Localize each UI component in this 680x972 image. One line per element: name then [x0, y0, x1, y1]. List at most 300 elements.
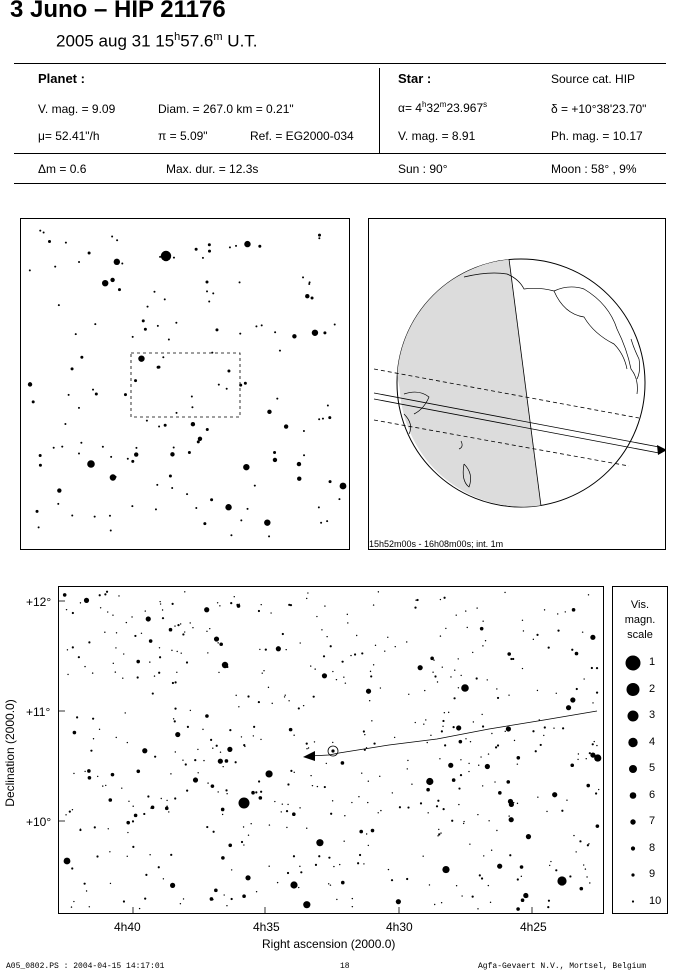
star-dot [219, 605, 220, 606]
star-dot [104, 632, 105, 633]
star-dot [217, 602, 218, 603]
star-dot [176, 412, 178, 414]
star-dot [483, 855, 484, 856]
star-dot [327, 404, 329, 406]
star-dot [168, 338, 170, 340]
star-dot [210, 739, 212, 741]
star-dot [312, 785, 313, 786]
star-dot [197, 772, 198, 773]
star-dot [136, 660, 140, 664]
star-dot [206, 290, 208, 292]
star-dot [576, 688, 578, 690]
star-dot [94, 516, 96, 518]
star-dot [276, 646, 281, 651]
star-dot [298, 707, 300, 709]
star-dot [202, 729, 203, 730]
scale-dot-10 [632, 900, 634, 902]
star-dot [336, 679, 337, 680]
star-dot [84, 771, 85, 772]
star-dot [177, 624, 179, 626]
star-dot [156, 484, 158, 486]
star-dot [314, 668, 315, 669]
star-dot [491, 850, 492, 851]
star-dot [332, 800, 333, 801]
star-dot [521, 898, 525, 902]
star-dot [230, 534, 232, 536]
star-dot [379, 776, 380, 777]
star-dot [293, 855, 295, 857]
star-dot [244, 382, 247, 385]
star-dot [384, 650, 385, 651]
star-dot [378, 812, 379, 813]
star-dot [590, 752, 595, 757]
star-dot [477, 814, 478, 815]
star-dot [128, 801, 129, 802]
star-dot [162, 356, 164, 358]
star-dot [512, 658, 514, 660]
star-dot [494, 781, 495, 782]
star-dot [575, 851, 576, 852]
star-dot [312, 330, 318, 336]
scale-dot-5 [629, 765, 637, 773]
star-dot [206, 428, 209, 431]
scale-label-10: 10 [649, 894, 662, 907]
bright-star [340, 483, 347, 490]
star-dot [110, 456, 112, 458]
scale-dot-1 [626, 656, 641, 671]
direction-arrow [657, 445, 665, 455]
star-dot [326, 763, 327, 764]
star-dot [134, 635, 136, 637]
star-dot [255, 791, 257, 793]
star-dot [191, 406, 193, 408]
star-dot [299, 807, 300, 808]
star-dot [414, 607, 416, 609]
star-dot [73, 731, 77, 735]
star-dot [415, 722, 416, 723]
star-dot [539, 719, 540, 720]
star-dot [182, 759, 183, 760]
star-declination: δ = +10°38'23.70" [551, 102, 647, 116]
star-dot [169, 474, 172, 477]
star-dot [80, 602, 81, 603]
star-dot [115, 671, 116, 672]
star-dot [221, 856, 225, 860]
star-dot [459, 740, 463, 744]
star-dot [258, 610, 260, 612]
star-dot [418, 668, 419, 669]
star-dot [577, 759, 578, 760]
star-dot [220, 751, 221, 752]
star-dot [76, 716, 78, 718]
star-dot [92, 672, 93, 673]
star-phmag: Ph. mag. = 10.17 [551, 129, 643, 143]
divider-bottom [14, 183, 666, 184]
star-dot [209, 628, 210, 629]
star-dot [262, 672, 263, 673]
star-dot [174, 720, 176, 722]
star-dot [159, 601, 160, 602]
star-dot [241, 841, 243, 843]
star-dot [274, 331, 276, 333]
star-dot [318, 855, 320, 857]
star-dot [406, 641, 407, 642]
star-dot [78, 656, 80, 658]
star-dot [508, 815, 509, 816]
star-dot [516, 756, 520, 760]
star-dot [65, 242, 67, 244]
star-dot [453, 697, 455, 699]
star-dot [297, 476, 301, 480]
star-dot [460, 759, 461, 760]
star-dot [460, 675, 461, 676]
footer-page: 18 [340, 962, 350, 971]
star-dot [243, 464, 249, 470]
star-dot [300, 642, 301, 643]
star-dot [326, 636, 327, 637]
star-dot [218, 672, 219, 673]
star-dot [472, 652, 473, 653]
star-dot [476, 677, 478, 679]
star-dot [297, 462, 301, 466]
star-dot [566, 705, 571, 710]
star-dot [498, 791, 502, 795]
star-dot [72, 646, 74, 648]
star-dot [170, 773, 171, 774]
star-source-catalog: Source cat. HIP [551, 72, 636, 86]
star-dot [302, 276, 304, 278]
scale-dot-2 [627, 683, 640, 696]
star-dot [72, 612, 74, 614]
bright-star [461, 684, 469, 692]
star-dot [396, 899, 401, 904]
scale-label-6: 6 [649, 788, 656, 801]
star-dot [343, 676, 344, 677]
star-dot [497, 697, 499, 699]
star-dot [32, 400, 35, 403]
star-dot [259, 796, 263, 800]
star-dot [470, 741, 471, 742]
star-dot [303, 430, 305, 432]
star-dot [572, 608, 576, 612]
star-dot [122, 678, 123, 679]
star-dot [387, 637, 388, 638]
asteroid-track [329, 711, 597, 755]
scale-title-1: Vis. [630, 599, 650, 611]
star-dot [131, 460, 134, 463]
star-dot [153, 291, 155, 293]
star-dot [284, 424, 288, 428]
star-dot [448, 763, 453, 768]
star-dot [173, 257, 175, 259]
star-dot [440, 832, 441, 833]
star-dot [132, 846, 134, 848]
star-dot [272, 703, 273, 704]
star-dot [39, 230, 41, 232]
star-dot [373, 604, 374, 605]
star-dot [219, 642, 223, 646]
star-dot [164, 298, 166, 300]
star-dot [458, 687, 459, 688]
star-dot [460, 774, 462, 776]
scale-label-3: 3 [649, 709, 656, 721]
star-dot [588, 594, 589, 595]
magnitude-scale [612, 586, 668, 914]
star-dot [345, 682, 346, 683]
delta-magnitude: Δm = 0.6 [38, 162, 87, 176]
star-dot [225, 789, 227, 791]
scale-title-3: scale [627, 629, 653, 641]
star-dot [36, 510, 39, 513]
star-dot [595, 792, 597, 794]
main-star-chart [58, 586, 604, 914]
star-dot [279, 350, 281, 352]
star-dot [394, 737, 395, 738]
star-dot [482, 620, 483, 621]
star-dot [317, 786, 318, 787]
star-dot [118, 288, 121, 291]
star-dot [458, 787, 460, 789]
star-dot [166, 800, 167, 801]
star-dot [407, 768, 408, 769]
star-dot [508, 694, 509, 695]
star-dot [39, 464, 42, 467]
star-dot [328, 883, 329, 884]
star-dot [274, 801, 275, 802]
star-dot [239, 384, 242, 387]
star-dot [170, 452, 174, 456]
star-dot [72, 809, 73, 810]
star-dot [94, 826, 96, 828]
star-dot [318, 506, 320, 508]
star-dot [408, 694, 409, 695]
star-dot [132, 820, 134, 822]
star-dot [186, 493, 188, 495]
star-dot [399, 806, 401, 808]
star-dot [497, 864, 502, 869]
star-dot [299, 866, 300, 867]
star-dot [135, 447, 137, 449]
star-dot [598, 789, 599, 790]
star-dot [326, 520, 328, 522]
star-dot [107, 611, 108, 612]
scale-label-5: 5 [649, 762, 656, 774]
star-dot [260, 739, 261, 740]
star-dot [87, 769, 91, 773]
star-dot [540, 744, 542, 746]
star-dot [212, 747, 213, 748]
star-dot [366, 833, 367, 834]
max-duration: Max. dur. = 12.3s [166, 162, 259, 176]
star-dot [192, 627, 193, 628]
star-dot [579, 840, 581, 842]
star-dot [139, 908, 140, 909]
star-dot [592, 702, 593, 703]
star-dot [488, 885, 489, 886]
star-dot [265, 770, 272, 777]
star-dot [175, 732, 180, 737]
star-dot [121, 787, 122, 788]
star-dot [180, 623, 181, 624]
star-dot [341, 881, 345, 885]
star-dot [481, 877, 483, 879]
star-dot [43, 232, 45, 234]
bright-star [557, 876, 566, 885]
star-dot [102, 280, 108, 286]
scale-label-4: 4 [649, 735, 656, 748]
star-dot [258, 245, 261, 248]
star-dot [124, 393, 127, 396]
star-dot [309, 281, 311, 283]
star-dot [131, 616, 132, 617]
star-dot [95, 392, 98, 395]
star-dot [456, 614, 457, 615]
star-dot [332, 742, 333, 743]
star-dot [145, 610, 146, 611]
star-dot [48, 240, 51, 243]
star-dot [165, 807, 169, 811]
star-dot [110, 278, 114, 282]
star-dot [115, 647, 116, 648]
star-dot [416, 599, 418, 601]
star-dot [159, 256, 161, 258]
star-dot [215, 328, 218, 331]
star-dot [174, 625, 175, 626]
star-dot [392, 792, 393, 793]
bright-star [239, 798, 250, 809]
star-dot [173, 718, 174, 719]
star-dot [108, 798, 112, 802]
star-dot [582, 631, 583, 632]
star-dot [496, 688, 497, 689]
star-dot [496, 830, 497, 831]
star-dot [311, 297, 314, 300]
star-dot [206, 631, 207, 632]
star-dot [544, 609, 545, 610]
star-dot [467, 627, 468, 628]
star-dot [235, 245, 237, 247]
star-dot [506, 780, 510, 784]
star-dot [207, 652, 208, 653]
star-dot [171, 650, 172, 651]
x-axis-label: Right ascension (2000.0) [262, 937, 396, 951]
star-dot [229, 246, 231, 248]
star-dot [480, 756, 481, 757]
star-dot [123, 653, 124, 654]
star-dot [65, 814, 66, 815]
star-dot [481, 714, 482, 715]
star-dot [506, 726, 511, 731]
star-dot [78, 261, 80, 263]
star-dot [517, 878, 519, 880]
star-dot [277, 882, 278, 883]
star-dot [268, 535, 270, 537]
star-dot [114, 259, 120, 265]
star-dot [157, 325, 159, 327]
star-dot [570, 763, 574, 767]
star-dot [210, 498, 213, 501]
star-dot [261, 324, 263, 326]
star-dot [288, 604, 290, 606]
star-dot [440, 635, 441, 636]
star-dot [260, 791, 262, 793]
star-dot [184, 591, 185, 592]
star-dot [366, 747, 367, 748]
star-dot [434, 675, 436, 677]
star-dot [177, 651, 178, 652]
star-dot [318, 418, 320, 420]
star-dot [71, 906, 72, 907]
star-dot [575, 652, 579, 656]
star-dot [84, 598, 89, 603]
star-dot [168, 811, 169, 812]
star-dot [118, 595, 119, 596]
star-dot [172, 603, 174, 605]
star-dot [284, 696, 285, 697]
star-dot [175, 751, 176, 752]
star-dot [442, 720, 444, 722]
star-dot [371, 720, 372, 721]
star-dot [251, 791, 255, 795]
star-dot [424, 690, 425, 691]
star-dot [97, 776, 98, 777]
star-dot [125, 712, 126, 713]
star-dot [407, 760, 408, 761]
star-dot [315, 864, 317, 866]
star-dot [154, 675, 155, 676]
star-dot [300, 871, 302, 873]
star-dot [468, 763, 469, 764]
star-dot [184, 631, 185, 632]
star-dot [594, 741, 595, 742]
x-tick-4h35: 4h35 [253, 920, 280, 934]
star-dot [324, 605, 325, 606]
star-dot [361, 652, 363, 654]
star-vmag: V. mag. = 8.91 [398, 129, 476, 143]
star-dot [509, 817, 514, 822]
star-dot [453, 726, 455, 728]
star-dot [330, 884, 331, 885]
star-dot [247, 695, 249, 697]
star-dot [227, 747, 232, 752]
star-dot [193, 777, 198, 782]
star-dot [90, 750, 92, 752]
star-dot [463, 823, 464, 824]
star-dot [569, 875, 571, 877]
star-dot [92, 389, 94, 391]
star-dot [490, 902, 491, 903]
star-dot [344, 815, 345, 816]
star-dot [324, 786, 326, 788]
star-dot [287, 872, 289, 874]
star-dot [109, 851, 110, 852]
star-dot [535, 750, 537, 752]
star-dot [93, 738, 94, 739]
star-dot [553, 727, 554, 728]
star-dot [321, 629, 322, 630]
star-dot [242, 894, 246, 898]
star-dot [149, 639, 153, 643]
star-dot [268, 866, 269, 867]
star-dot [469, 843, 470, 844]
star-dot [218, 759, 223, 764]
star-dot [202, 257, 204, 259]
star-dot [126, 622, 127, 623]
star-dot [342, 763, 343, 764]
star-dot [310, 775, 311, 776]
star-dot [239, 603, 240, 604]
star-dot [259, 649, 260, 650]
